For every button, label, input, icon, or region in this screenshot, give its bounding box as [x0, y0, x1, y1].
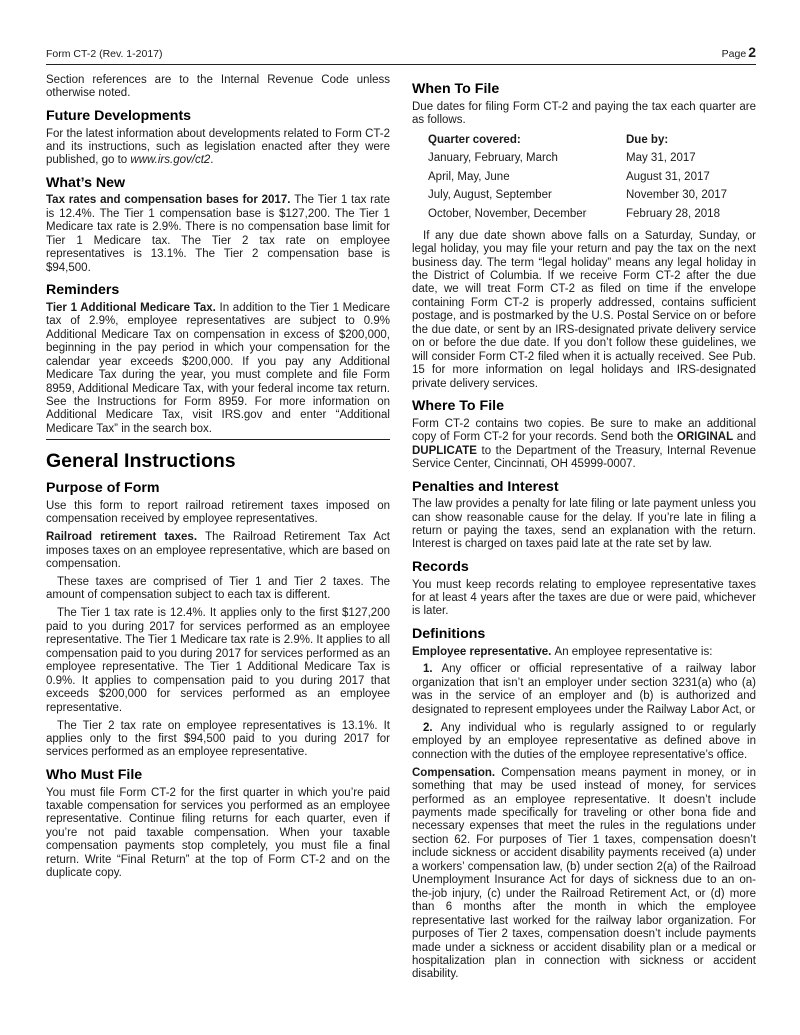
where-to-file-text-a: Form CT-2 contains two copies. Be sure to make an additional copy of Form CT-2 for your records. Send both the	[412, 417, 756, 444]
due-by-header: Due by:	[626, 133, 669, 146]
heading-whats-new: What’s New	[46, 174, 126, 191]
heading-reminders: Reminders	[46, 282, 120, 299]
heading-future-developments: Future Developments	[46, 107, 192, 124]
item-2-number: 2.	[423, 721, 441, 734]
employee-representative-text: An employee representative is:	[554, 645, 713, 658]
due-table-header-row	[428, 131, 756, 150]
section-references-note: Section references are to the Internal Revenue Code unless otherwise noted.	[46, 74, 390, 100]
table-row	[428, 149, 756, 168]
quarter-cell: January, February, March	[428, 152, 558, 165]
reminders-text: In addition to the Tier 1 Medicare tax of 2.9%, employee representatives are subject to 0.9% Additional Medicare Tax on compensation in excess of $200,000, beginning in the pay period in which your compensation for the calendar year exceeds $200,000. If you pay any Additional Medicare Tax during the year, you must complete and file Form 8959, Additional Medicare Tax, with your federal income tax return. See the Instructions for Form 8959. For more information on Additional Medicare Tax, visit IRS.gov and enter “Additional Medicare Tax” in the search box.	[46, 301, 390, 435]
compensation-text: Compensation means payment in money, or in something that may be used instead of money, for services performed as an employee representative. It doesn’t include payments made specifically for traveling or other bona fide and necessary expenses that meet the rules in the regulations under section 62. For purposes of Tier 1 taxes, compensation doesn’t include sickness or accident disability payments received (a) under a workers’ compensation law, (b) under section 2(a) of the Railroad Unemployment Insurance Act for days of sickness due to an on-the-job injury, (c) under the Railroad Retirement Act, or (d) more than 6 months after the month in which the employee representative last worked for the railway labor organization. For purposes of Tier 2 taxes, compensation doesn’t include payments made under a sickness or accident disability plan or a medical or hospitalization plan in connection with sickness or accident disability.	[412, 766, 756, 981]
para-purpose-2	[46, 531, 390, 571]
where-to-file-text-b: and	[733, 431, 756, 444]
whats-new-text: The Tier 1 tax rate is 12.4%. The Tier 1 compensation base is $127,200. The Tier 1 Medicare tax rate is 2.9%. There is no compensation base limit for Tier 1 Medicare tax. The Tier 2 tax rate on employee representatives is 13.1%. The Tier 2 compensation base is $94,500.	[46, 194, 391, 274]
para-purpose-4: The Tier 1 tax rate is 12.4%. It applies only to the first $127,200 paid to you during 2017 for services performed as an employee representative. The Tier 1 Medicare tax rate is 2.9%. It applies to all compensation paid to you during 2017 for services performed as an employee representative. The Tier 1 Additional Medicare Tax is 0.9%. It applies to compensation paid to you during 2017 that exceeds $200,000 for services performed as an employee representative.	[46, 607, 390, 714]
heading-records: Records	[412, 558, 469, 575]
para-compensation	[412, 767, 756, 982]
item-2-text: Any individual who is regularly assigned to or regularly employed by an employee representative as defined above in connection with the duties of the employee representative’s office.	[412, 721, 757, 761]
para-purpose-1: Use this form to report railroad retirement taxes imposed on compensation received by employee representatives.	[46, 499, 390, 526]
page-header	[46, 44, 756, 64]
heading-penalties-and-interest: Penalties and Interest	[412, 478, 559, 495]
duplicate-label: DUPLICATE	[412, 444, 477, 457]
due-by-cell: August 31, 2017	[626, 170, 710, 183]
para-penalties: The law provides a penalty for late filing or late payment unless you can show reasonable cause for the delay. If you’re late in filing a return or paying the taxes, send an explanation with the return. Interest is charged on taxes paid late at the rate set by law.	[412, 498, 756, 551]
quarter-covered-header: Quarter covered:	[428, 133, 521, 146]
page-label: Page	[721, 48, 747, 60]
table-row	[428, 205, 756, 224]
employee-representative-lead: Employee representative.	[412, 645, 555, 658]
heading-purpose-of-form: Purpose of Form	[46, 480, 160, 497]
form-reference: Form CT-2 (Rev. 1-2017)	[46, 48, 163, 60]
para-purpose-5: The Tier 2 tax rate on employee representatives is 13.1%. It applies only to the first $94,500 paid to you during 2017 for services performed as an employee representative.	[46, 719, 390, 759]
whats-new-lead: Tax rates and compensation bases for 2017.	[46, 194, 295, 207]
quarter-cell: July, August, September	[428, 189, 552, 202]
page-number	[722, 44, 756, 60]
para-when-to-file-rules: If any due date shown above falls on a Saturday, Sunday, or legal holiday, you may file your return and pay the tax on the next business day. The term “legal holiday” means any legal holiday in the District of Columbia. If we receive Form CT-2 after the due date, we will treat Form CT-2 as filed on time if the envelope containing Form CT-2 is properly addressed, contains sufficient postage, and is postmarked by the U.S. Postal Service on or before the due date, or sent by an IRS-designated private delivery service on or before the due date. If you don’t follow these guidelines, we will consider Form CT-2 filed when it is actually received. See Pub. 15 for more information on legal holidays and IRS-designated private delivery services.	[412, 229, 756, 390]
where-to-file-text-c: to the Department of the Treasury, Internal Revenue Service Center, Cincinnati, OH 45999-0007.	[412, 444, 756, 471]
para-who-must-file: You must file Form CT-2 for the first quarter in which you’re paid taxable compensation for services you performed as an employee representative. Continue filing returns for each quarter, even if you’re not paid taxable compensation. When your taxable compensation payments stop completely, you must file a final return. Write “Final Return” at the top of Form CT-2 and on the duplicate copy.	[46, 786, 390, 880]
due-by-cell: November 30, 2017	[626, 189, 728, 202]
definition-item-1	[412, 663, 756, 717]
quarter-cell: April, May, June	[428, 170, 510, 183]
para-reminders	[46, 302, 390, 437]
due-by-cell: February 28, 2018	[626, 208, 720, 221]
page-number-value: 2	[748, 44, 756, 60]
railroad-retirement-taxes-lead: Railroad retirement taxes.	[46, 531, 206, 544]
left-column	[46, 74, 390, 986]
para-employee-representative	[412, 646, 756, 659]
heading-general-instructions: General Instructions	[46, 450, 236, 473]
para-where-to-file	[412, 418, 756, 472]
para-when-to-file-intro: Due dates for filing Form CT-2 and paying the tax each quarter are as follows.	[412, 100, 756, 127]
railroad-retirement-taxes-text: The Railroad Retirement Tax Act imposes taxes on an employee representative, which are based on compensation.	[46, 531, 390, 571]
header-divider	[46, 64, 756, 65]
future-developments-period: .	[210, 154, 214, 167]
item-1-number: 1.	[423, 663, 442, 676]
item-1-text: Any officer or official representative of a railway labor organization that isn’t an employer under section 3231(a) who (a) was in the service of an employer and (b) is authorized and designated to represent employees under the Railway Labor Act, or	[412, 663, 756, 716]
compensation-lead: Compensation.	[412, 766, 502, 779]
reminders-lead: Tier 1 Additional Medicare Tax.	[46, 301, 220, 314]
heading-definitions: Definitions	[412, 625, 486, 642]
para-purpose-3: These taxes are comprised of Tier 1 and Tier 2 taxes. The amount of compensation subject to each tax is different.	[46, 576, 390, 602]
para-whats-new	[46, 194, 390, 275]
heading-where-to-file: Where To File	[412, 398, 504, 415]
para-records: You must keep records relating to employee representative taxes for at least 4 years after the taxes are due or were paid, whichever is later.	[412, 578, 756, 618]
heading-when-to-file: When To File	[412, 81, 500, 97]
due-by-cell: May 31, 2017	[626, 152, 696, 165]
table-row	[428, 168, 756, 187]
due-date-table	[412, 131, 756, 224]
para-future-developments	[46, 128, 390, 168]
original-label: ORIGINAL	[676, 431, 734, 444]
definition-item-2	[412, 722, 756, 762]
future-developments-text: For the latest information about developments related to Form CT-2 and its instructions, such as legislation enacted after they were published, go to	[46, 127, 390, 167]
quarter-cell: October, November, December	[428, 208, 587, 221]
irs-url-link[interactable]: www.irs.gov/ct2	[130, 154, 211, 167]
section-divider	[46, 439, 390, 440]
table-row	[428, 186, 756, 205]
heading-who-must-file: Who Must File	[46, 766, 143, 783]
right-column	[412, 74, 756, 986]
two-column-body	[46, 74, 756, 986]
